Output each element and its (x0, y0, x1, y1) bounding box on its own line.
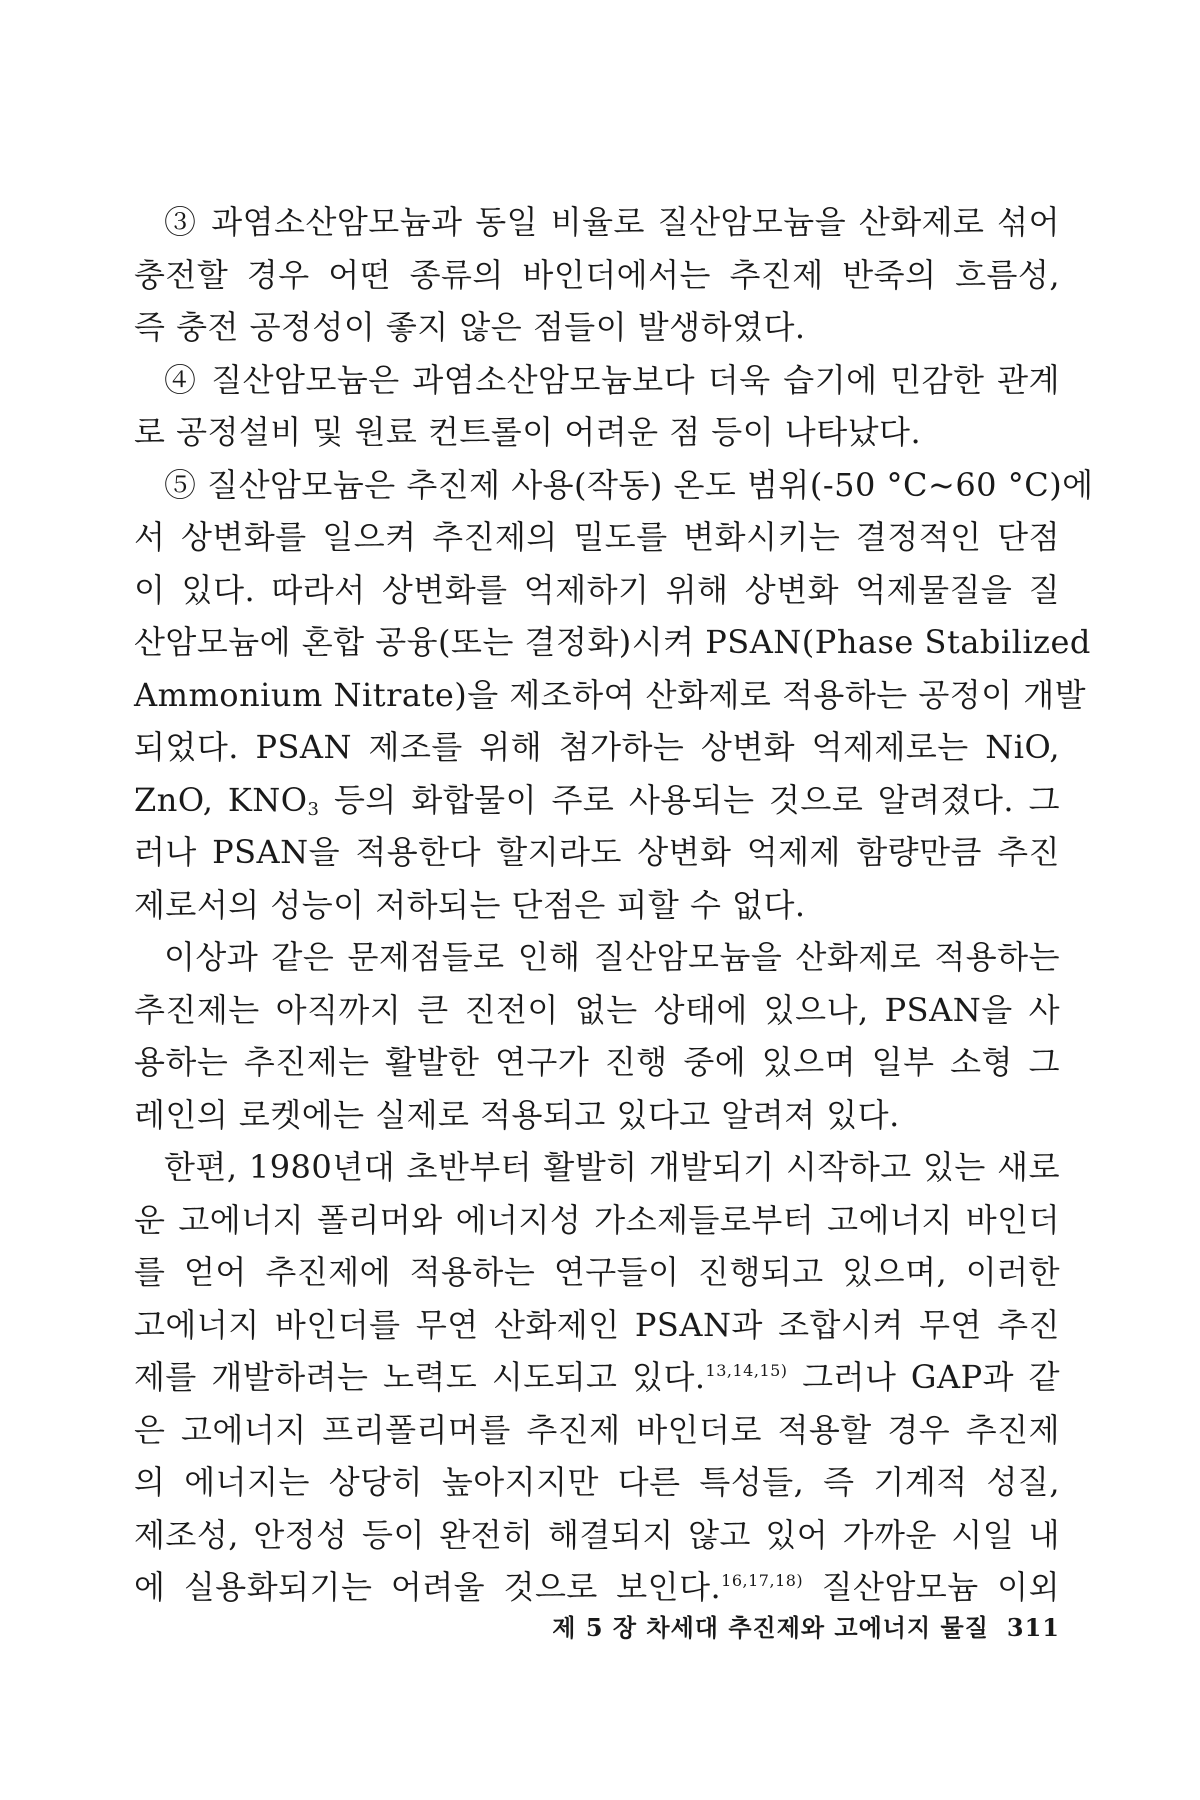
text-span: 에 실용화되기는 어려울 것으로 보인다. (134, 1568, 722, 1606)
text-span: 그러나 GAP과 같 (787, 1358, 1061, 1396)
text-line (134, 1561, 1060, 1614)
text-line: 러나 PSAN을 적용한다 할지라도 상변화 억제제 함량만큼 추진 (134, 833, 1060, 871)
text-span: 제를 개발하려는 노력도 시도되고 있다. (134, 1358, 706, 1396)
text-line: 를 얻어 추진제에 적용하는 연구들이 진행되고 있으며, 이러한 (134, 1253, 1060, 1291)
running-footer-title: 제 5 장 차세대 추진제와 고에너지 물질 (552, 1613, 989, 1642)
text-line: 추진제는 아직까지 큰 진전이 없는 상태에 있으나, PSAN을 사 (134, 990, 1060, 1029)
text-line: 의 에너지는 상당히 높아지지만 다른 특성들, 즉 기계적 성질, (134, 1463, 1060, 1501)
text-line: 고에너지 바인더를 무연 산화제인 PSAN과 조합시켜 무연 추진 (134, 1305, 1060, 1344)
subscript: 3 (307, 798, 320, 820)
text-line: 충전할 경우 어떤 종류의 바인더에서는 추진제 반죽의 흐름성, (134, 255, 1060, 294)
text-span: ZnO, KNO (134, 780, 308, 819)
text-line: 용하는 추진제는 활발한 연구가 진행 중에 있으며 일부 소형 그 (134, 1043, 1060, 1081)
text-line: ③ 과염소산암모늄과 동일 비율로 질산암모늄을 산화제로 섞어 (164, 203, 1060, 241)
text-line: 로 공정설비 및 원료 컨트롤이 어려운 점 등이 나타났다. (134, 413, 922, 451)
text-line: 레인의 로켓에는 실제로 적용되고 있다고 알려져 있다. (134, 1095, 900, 1134)
text-line: 은 고에너지 프리폴리머를 추진제 바인더로 적용할 경우 추진제 (134, 1410, 1060, 1449)
text-line: 이상과 같은 문제점들로 인해 질산암모늄을 산화제로 적용하는 (164, 938, 1060, 976)
page-number: 311 (1006, 1613, 1060, 1642)
page-footer (480, 1608, 1060, 1648)
text-line: 이 있다. 따라서 상변화를 억제하기 위해 상변화 억제물질을 질 (134, 570, 1060, 609)
text-line: Ammonium Nitrate)을 제조하여 산화제로 적용하는 공정이 개발 (134, 675, 1087, 714)
text-line: ④ 질산암모늄은 과염소산암모늄보다 더욱 습기에 민감한 관계 (164, 360, 1060, 399)
text-line: 되었다. PSAN 제조를 위해 첨가하는 상변화 억제제로는 NiO, (134, 728, 1060, 766)
text-span: 등의 화합물이 주로 사용되는 것으로 알려졌다. 그 (319, 780, 1060, 819)
text-line: 운 고에너지 폴리머와 에너지성 가소제들로부터 고에너지 바인더 (134, 1200, 1060, 1239)
text-line: 서 상변화를 일으켜 추진제의 밀도를 변화시키는 결정적인 단점 (134, 518, 1060, 556)
text-line: 제조성, 안정성 등이 완전히 해결되지 않고 있어 가까운 시일 내 (134, 1515, 1060, 1554)
text-line: 한편, 1980년대 초반부터 활발히 개발되기 시작하고 있는 새로 (164, 1148, 1060, 1186)
text-line: 제로서의 성능이 저하되는 단점은 피할 수 없다. (134, 885, 806, 924)
text-line: 즉 충전 공정성이 좋지 않은 점들이 발생하였다. (134, 308, 806, 346)
text-line (134, 774, 1060, 827)
citation-superscript: 16,17,18) (721, 1571, 804, 1590)
text-line: ⑤ 질산암모늄은 추진제 사용(작동) 온도 범위(-50 °C~60 °C)에 (164, 465, 1094, 504)
body-text (134, 196, 1094, 1614)
text-line: 산암모늄에 혼합 공융(또는 결정화)시켜 PSAN(Phase Stabilized (134, 623, 1091, 661)
text-line (134, 1351, 1060, 1404)
text-span: 질산암모늄 이외 (803, 1568, 1061, 1606)
citation-superscript: 13,14,15) (705, 1361, 788, 1380)
